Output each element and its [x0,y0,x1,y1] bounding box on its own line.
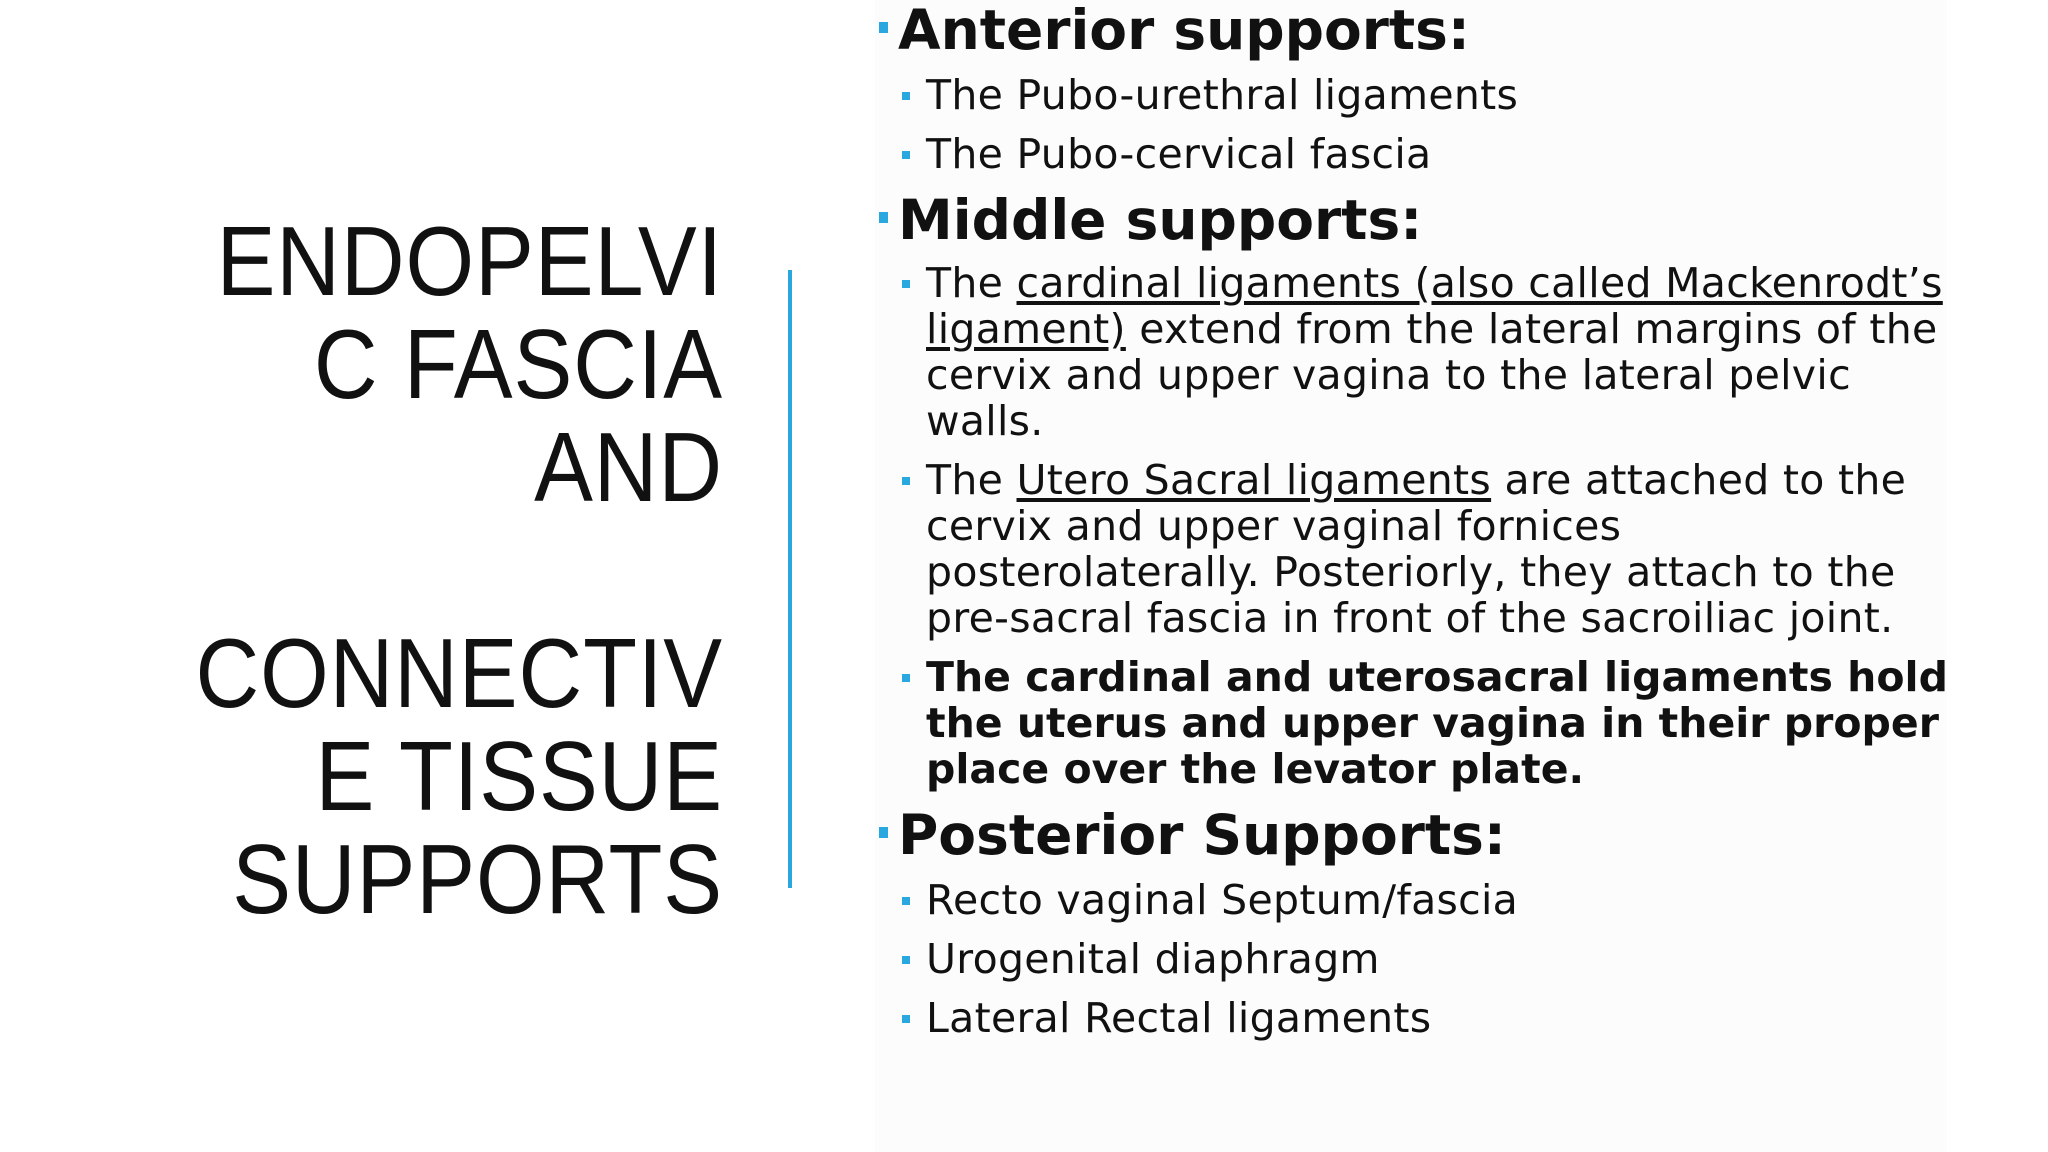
slide-title [93,206,723,934]
list-item-text: The cardinal and uterosacral ligaments hold the uterus and upper vagina in their proper place over the levator plate. [926,653,1948,793]
square-bullet-icon [902,956,910,964]
title-line: ENDOPELVI [216,206,723,316]
square-bullet-icon [902,477,910,485]
list-item [898,72,1982,118]
square-bullet-icon [879,22,888,33]
square-bullet-icon [902,1015,910,1023]
list-item-emphasis [898,654,1976,792]
title-line: CONNECTIV [195,618,723,728]
title-line: C FASCIA [313,309,723,419]
list-item-text: Recto vaginal Septum/fascia [926,876,1519,924]
section-posterior-supports [872,805,1982,1041]
section-heading [898,805,1982,865]
list-item-text: The Pubo-cervical fascia [926,130,1432,178]
square-bullet-icon [902,897,910,905]
section-heading-text: Anterior supports: [898,0,1470,62]
list-item [898,260,1966,444]
square-bullet-icon [902,151,910,159]
list-item-text-pre: The [926,456,1017,504]
list-item-text: The Pubo-urethral ligaments [926,71,1519,119]
section-anterior-supports [872,0,1982,177]
section-heading [898,0,1982,60]
title-line-spacer [93,519,723,622]
square-bullet-icon [879,212,888,223]
list-item-text: Lateral Rectal ligaments [926,994,1432,1042]
list-item [898,131,1982,177]
title-line: SUPPORTS [232,824,723,934]
vertical-divider [788,270,792,888]
slide-content [872,0,1982,1054]
square-bullet-icon [879,827,888,838]
section-middle-supports [872,190,1982,792]
list-item-text-post: are attached to the cervix and upper vaginal fornices posterolaterally. Posteriorly, they attach to the pre-sacral fascia in front of the sacroiliac joint. [926,456,1907,642]
list-item-text-post: extend from the lateral margins of the cervix and upper vagina to the lateral pelvic walls. [926,305,1938,445]
list-item [898,936,1982,982]
title-line: E TISSUE [315,721,723,831]
square-bullet-icon [902,674,910,682]
cardinal-ligaments-link-text: cardinal ligaments (also called Mackenrodt’s ligament) [926,259,1943,353]
list-item-text: Urogenital diaphragm [926,935,1380,983]
title-line: AND [534,412,723,522]
section-heading-text: Posterior Supports: [898,803,1506,867]
square-bullet-icon [902,280,910,288]
section-heading [898,190,1982,250]
list-item [898,877,1982,923]
list-item [898,995,1982,1041]
utero-sacral-ligaments-link-text: Utero Sacral ligaments [1016,456,1492,504]
list-item-text-pre: The [926,259,1017,307]
square-bullet-icon [902,92,910,100]
section-heading-text: Middle supports: [898,188,1423,252]
list-item [898,457,1966,641]
